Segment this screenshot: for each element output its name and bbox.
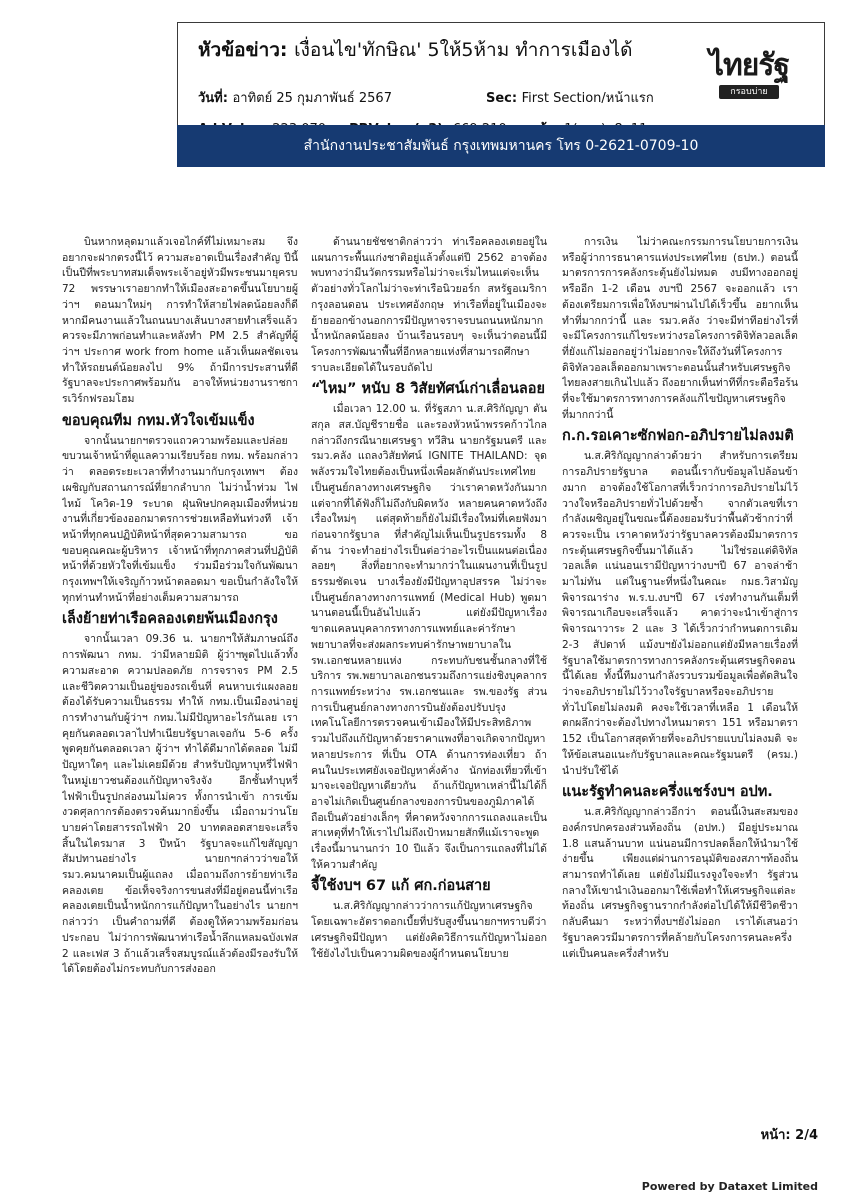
section-label: Sec: bbox=[486, 91, 518, 106]
subheading: แนะรัฐทำคนละครึ่งแชร์งบฯ อปท. bbox=[562, 784, 773, 801]
section-row bbox=[486, 87, 654, 108]
subheading: ขอบคุณทีม กทม.หัวใจเข้มแข็ง bbox=[62, 412, 255, 429]
subheading: ก.ก.รอเคาะซักฟอก-อภิปรายไม่ลงมติ bbox=[562, 428, 794, 445]
logo-text: ไทยรัฐ bbox=[708, 48, 790, 83]
headline-text: เงื่อนไข'ทักษิณ' 5ให้5ห้าม ทำการเมืองได้ bbox=[294, 39, 633, 61]
subheading: เล็งย้ายท่าเรือคลองเตยพ้นเมืองกรุง bbox=[62, 611, 278, 628]
paragraph: น.ส.ศิริกัญญากล่าวว่าการแก้ปัญหาเศรษฐกิจโดยเฉพาะอัตราดอกเบี้ยที่ปรับสูงขึ้นนายกฯทราบดีว่าเศรษฐกิจมีปัญหา แต่ยังคิดวิธีการแก้ปัญหาไม่ออก ใช้ยังไงไปเป็นความผิดของผู้กำหนดนโยบาย bbox=[311, 900, 547, 960]
article-column-1 bbox=[62, 235, 298, 1105]
paragraph: เมื่อเวลา 12.00 น. ที่รัฐสภา น.ส.ศิริกัญญา ตันสกุล สส.บัญชีรายชื่อ และรองหัวหน้าพรรคก้าวไกล กล่าวถึงกรณีนายเศรษฐา ทวีสิน นายกรัฐมนตรี และ รมว.คลัง แถลงวิสัยทัศน์ IGNITE THAILAND: จุดพลังรวมใจไทยต้องเป็นหนึ่งเพื่อผลักดันประเทศไทยเป็นศูนย์กลางทางเศรษฐกิจ ว่าเราคาดหวังกันมาก แต่จากที่ได้ฟังก็ไม่ถึงกับผิดหวัง หลายคนคาดหวังถึงเรื่องใหม่ๆ แต่สุดท้ายก็ยังไม่มีเรื่องใหม่ที่เคยฟังมาก่อนจากรัฐบาล ที่สำคัญไม่เห็นเป็นรูปธรรมทั้ง 8 ด้าน ว่าจะทำอย่างไรเป็นต่อว่าอะไรเป็นแผนต่อเนื่อง ลอยๆ สิ่งที่อยากจะทำมากว่าในแผนงานที่เป็นรูปธรรมชัดเจน บางเรื่องยังมีปัญหาอุปสรรค ไม่ว่าจะเป็นศูนย์กลางทางการแพทย์ (Medical Hub) พูดมานานตอนนี้เป็นอันไปแล้ว แต่ยังมีปัญหาเรื่องขาดแคลนบุคลากรทางการแพทย์และค่ารักษาพยาบาลที่จะส่งผลกระทบค่ารักษาพยาบาลใน รพ.เอกชนหลายแห่ง กระทบกับชนชั้นกลางที่ใช้บริการ รพ.พยาบาลเอกชนรวมถึงการแย่งชิงบุคลากรการแพทย์ระหว่าง รพ.เอกชนและ รพ.ของรัฐ ส่วนการเป็นศูนย์กลางทางการบินยังต้องปรับปรุงเทคโนโลยีการตรวจคนเข้าเมืองให้มีประสิทธิภาพ รวมไปถึงแก้ปัญหาด้วยราคาแพงที่อาจเกิดจากปัญหาหลายประการ ที่เป็น OTA ด้านการท่องเที่ยว ถ้าคนในประเทศยังเจอปัญหาคั่งค้าง นักท่องเที่ยวที่เข้ามาจะเจอปัญหาเดียวกัน ถ้าแก้ปัญหาเหล่านี้ไม่ได้ก็อาจไม่เกิดเป็นศูนย์กลางของการบินของภูมิภาคได้ ถือเป็นตัวอย่างเล็กๆ ที่คาดหวังจากการแถลงและเป็นสาเหตุที่ทำให้เราไปไม่ถึงเป้าหมายสักทีแม้เราจะพูดเรื่องนี้มานานกว่า 10 ปีแล้ว จึงเป็นการแถลงที่ไม่ได้ให้ความสำคัญ bbox=[311, 403, 547, 871]
subheading: “ไหม” หนับ 8 วิสัยทัศน์เก่าเลื่อนลอย bbox=[311, 381, 545, 398]
paragraph: น.ส.ศิริกัญญากล่าวอีกว่า ตอนนี้เงินสะสมขององค์กรปกครองส่วนท้องถิ่น (อปท.) มีอยู่ประมาณ 1.8 แสนล้านบาท แน่นอนมีการปลดล็อกให้นำมาใช้ง่ายขึ้น เพียงแต่ผ่านการอนุมัติของสภาฯท้องถิ่นสามารถทำได้เลย แต่ยังไม่มีแรงจูงใจจะทำ รัฐส่วนกลางให้เขานำเงินออกมาใช้เพื่อทำให้เศรษฐกิจแต่ละท้องถิ่น เศรษฐกิจฐานรากกำลังต่อไปได้ให้มีชีวิตชีวากลับคืนมา ระหว่าที่งบฯยังไม่ออก เราได้เสนอว่ารัฐบาลควรมีมาตรการที่คล้ายกับโครงการคนละครึ่ง แต่เป็นคนละครึ่งสำหรับ bbox=[562, 806, 798, 960]
date-label: วันที่: bbox=[198, 91, 228, 106]
article-column-3 bbox=[562, 235, 798, 1105]
date-row bbox=[198, 87, 392, 108]
thairath-logo bbox=[694, 49, 804, 109]
headline-label: หัวข้อข่าว: bbox=[198, 39, 288, 61]
footer-credit: Powered by Dataxet Limited bbox=[641, 1180, 818, 1193]
paragraph: น.ส.ศิริกัญญากล่าวด้วยว่า สำหรับการเตรียมการอภิปรายรัฐบาล ตอนนี้เรากับข้อมูลไปล้อนข้างมาก อาจต้องใช้โอกาสที่เร็วกว่าการอภิปรายไม่ไว้วางใจหรืออภิปรายทั่วไปด้วยซ้ำ จากตัวเลขที่เรากำลังเผชิญอยู่ในขณะนี้ต้องยอมรับว่าพื้นตัวช้ากว่าที่ควรจะเป็น เราคาดหวังว่ารัฐบาลควรต้องมีมาตรการกระตุ้นเศรษฐกิจขึ้นมาได้แล้ว ไม่ใช่รอแต่ดิจิทัลวอลเล็ต แน่นอนเรามีปัญหาว่างบฯปี 67 อาจล่าช้ามาไม่ทัน แต่ในฐานะที่หนึ่งในคณะ กมธ.วิสามัญพิจารณาร่าง พ.ร.บ.งบฯปี 67 เร่งทำงานกันเต็มที่ พิจารณาเกือบจะเสร็จแล้ว คาดว่าจะนำเข้าสู่การพิจารณาวาระ 2 และ 3 ได้เร็วกว่ากำหนดการเดิม 2-3 สัปดาห์ แม้งบฯยังไม่ออกแต่ยังมีหลายเรื่องที่รัฐบาลใช้มาตรการทางการคลังกระตุ้นเศรษฐกิจตอนนี้ได้เลย ทั้งนี้ทีมงานกำลังรวบรวมข้อมูลเพื่อตัดสินใจว่าจะอภิปรายไม่ไว้วางใจรัฐบาลหรือจะอภิปรายทั่วไปโดยไม่ลงมติ คงจะใช้เวลาที่เหลือ 1 เดือนให้ตกผลึกว่าจะต้องไปทางไหนมาตรา 151 หรือมาตรา 152 เป็นโอกาสสุดท้ายที่จะอภิปรายแบบไม่ลงมติ จะให้ข้อเสนอแนะกับรัฐบาลและคณะรัฐมนตรี (ครม.) นำปรับใช้ได้ bbox=[562, 450, 798, 777]
paragraph: จากนั้นเวลา 09.36 น. นายกฯให้สัมภาษณ์ถึงการพัฒนา กทม. ว่ามีหลายมิติ ผู้ว่าฯพูดไปแล้วทั้งความสะอาด ความปลอดภัย การจราจร PM 2.5 และชีวิตความเป็นอยู่ของรถเข็นที่ คนหาบเร่แผงลอยต้องได้รับความเป็นธรรม ทำให้ กทม.เป็นเมืองน่าอยู่ การทำงานกับผู้ว่าฯ กทม.ไม่มีปัญหาอะไรกันเลย เราคุยกันตลอดเวลาไปทำเนียบรัฐบาลเจอกัน 5-6 ครั้ง พูดคุยกันตลอดเวลา ผู้ว่าฯ ทำได้ดีมากได้ตลอด ไม่มีปัญหาใดๆ และไม่เคยมีด้วย สำหรับปัญหาบุหรี่ไฟฟ้าในหมู่เยาวชนต้องแก้ปัญหาจริงจัง อีกชั้นทำบุหรี่ไฟฟ้าเป็นรูปกล่องนมไม่ควร ทั้งการนำเข้า การเข้มงวดศุลกากรต้องตรวจค้นมากยิ่งขึ้น เมื่อถามว่านโยบายค่าโดยสารรถไฟฟ้า 20 บาทตลอดสายจะเสร็จสิ้นในไตรมาส 3 ปีหน้า รัฐบาลจะแก้ไขสัญญาสัมปทานอย่างไร นายกฯกล่าวว่าขอให้ รมว.คมนาคมเป็นผู้แถลง เมื่อถามถึงการย้ายท่าเรือคลองเตย ข้อเท็จจริงการขนส่งที่มีอยู่ตอนนี้ท่าเรือคลองเตยเป็นน้ำหนักการแก้ปัญหาในอย่างไร นายกฯกล่าวว่า เป็นคำถามที่ดี ต้องดูให้ความพร้อมก่อนประกอบ ไม่ว่าการพัฒนาท่าเรือน้ำลึกแหลมฉบังเฟส 2 และเฟส 3 ถ้าแล้วเสร็จสมบูรณ์แล้วต้องมีรองรับให้ได้โดยต้องไม่กระทบกับการส่งออก bbox=[62, 633, 298, 976]
office-band: สำนักงานประชาสัมพันธ์ กรุงเทพมหานคร โทร 0-2621-0709-10 bbox=[177, 125, 825, 167]
logo-edition: กรอบบ่าย bbox=[719, 85, 779, 99]
subheading: จี้ใช้งบฯ 67 แก้ ศก.ก่อนสาย bbox=[311, 878, 491, 895]
section-value: First Section/หน้าแรก bbox=[521, 91, 654, 106]
paragraph: การเงิน ไม่ว่าคณะกรรมการนโยบายการเงินหรือผู้ว่าการธนาคารแห่งประเทศไทย (ธปท.) ตอนนี้มาตรการการคลังกระตุ้นยังไม่หมด งบมีทางออกอยู่ หรืออีก 1-2 เดือน งบฯปี 2567 จะออกแล้ว เราต้องเตรียมการเพื่อให้งบฯผ่านไปได้เร็วขึ้น อยากเห็นทำที่มากกว่านี้ และ รมว.คลัง ว่าจะมีท่าทีอย่างไรที่จะมีโครงการแก้ไขระหว่างรอโครงการดิจิทัลวอลเล็ตที่ยังแก้ไม่ออกอยู่ว่าไม่อยากจะให้ถึงวันที่โครงการดิจิทัลวอลเล็ตออกมาเพราะตอนนั้นสำหรับเศรษฐกิจไทยลงสายเกินไปแล้ว ถึงอยากเห็นท่าทีที่กระตือรือร้นที่จะใช้มาตรการทางการคลังแก้ไขปัญหาเศรษฐกิจที่มากกว่านี้ bbox=[562, 236, 798, 421]
date-value: อาทิตย์ 25 กุมภาพันธ์ 2567 bbox=[232, 91, 392, 106]
article-column-2 bbox=[311, 235, 547, 1105]
headline-row bbox=[198, 35, 632, 65]
page-number: หน้า: 2/4 bbox=[760, 1128, 818, 1143]
paragraph: ด้านนายชัชชาติกล่าวว่า ท่าเรือคลองเตยอยู่ในแผนการะพื้นแก่งชาติอยู่แล้วตั้งแต่ปี 2562 อาจต้องพบทางว่ามีนวัตกรรมหรือไม่ว่าจะเริ่มไหนแต่จะเห็นตัวอย่างทั่วโลกไม่ว่าจะท่าเรือนิวยอร์ก สหรัฐอเมริกา กรุงลอนดอน ประเทศอังกฤษ ท่าเรือที่อยู่ในเมืองจะย้ายออกข้างนอกการมีปัญหาจราจรบนถนนหนักมาก น้ำหนักลดน้อยลง บ้านเรือนรอบๆ จะเห็นว่าตอนนี้มีโครงการพัฒนาพื้นที่อีกหลายแห่งที่สามารถศึกษาราบละเอียดได้ในรอบถัดไป bbox=[311, 236, 547, 374]
paragraph: จากนั้นนายกฯตรวจแถวความพร้อมและปล่อยขบวนเจ้าหน้าที่ดูแลความเรียบร้อย กทม. พร้อมกล่าวว่า ตลอดระยะเวลาที่ทำงานมากับกรุงเทพฯ ต้องเผชิญกับสถานการณ์ที่ยากลำบาก ไม่ว่าน้ำท่วม ไฟไหม้ โควิด-19 ระบาด ฝุ่นพิษปกคลุมเมืองที่หน่วยงานที่เกี่ยวข้องออกมาตรการช่วยเหลือทันท่วงที เจ้าหน้าที่ทุกคนปฏิบัติหน้าที่สุดความสามารถ ขอขอบคุณคณะผู้บริหาร เจ้าหน้าที่ทุกภาคส่วนที่ปฏิบัติหน้าที่ด้วยหัวใจที่เข้มแข็ง ร่วมมือร่วมใจกันพัฒนากรุงเทพฯให้เจริญก้าวหน้าตลอดมา ขอเป็นกำลังใจให้ทุกท่านทำหน้าที่อย่างเต็มความสามารถ bbox=[62, 434, 298, 604]
paragraph: บินหากหลุดมาแล้วเจอไกค์ที่ไม่เหมาะสม จึงอยากจะฝากตรงนี้ไว้ ความสะอาดเป็นเรื่องสำคัญ ปีนี้เป็นปีที่พระบาทสมเด็จพระเจ้าอยู่หัวมีพระชนมายุครบ 72 พรรษาเราอยากทำให้เมืองสะอาดขึ้นนโยบายผู้ว่าฯ ตอนมาใหม่ๆ การทำให้สายไฟลดน้อยลงก็ดี หากมีคนงานแล้วในถนนบางเส้นบางสายทำเสร็จแล้วควรจะมีภาพก่อนทำและหลังทำ PM 2.5 สำคัญที่ผู้ว่าฯ ประกาศ work from home แล้วเห็นผลชัดเจนทำให้รถยนต์น้อยลงไป 9% ถ้ามีการประสานที่ดีรัฐบาลจะประกาศพร้อมกัน อาจให้หน่วยงานราชการเวิร์กฟรอมโฮม bbox=[62, 236, 298, 406]
